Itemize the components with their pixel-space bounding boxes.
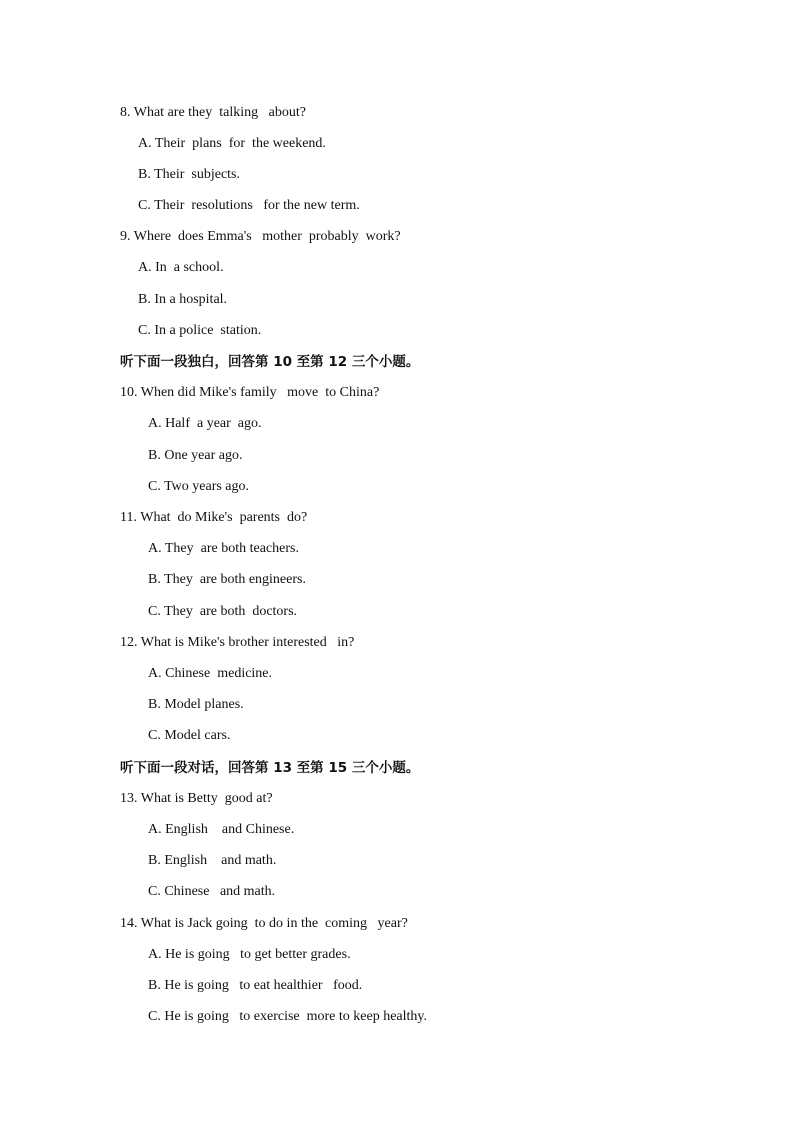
question-13-option-b: B. English and math. [148, 853, 277, 868]
question-9-option-a: A. In a school. [138, 260, 224, 275]
question-10-stem: 10. When did Mike's family move to China? [120, 385, 380, 400]
question-11-stem: 11. What do Mike's parents do? [120, 510, 308, 525]
question-12-option-c: C. Model cars. [148, 728, 231, 743]
section-instruction-10-12: 听下面一段独白，回答第 10 至第 12 三个小题。 [120, 354, 420, 370]
question-8-option-b: B. Their subjects. [138, 167, 241, 182]
section-instruction-13-15: 听下面一段对话，回答第 13 至第 15 三个小题。 [120, 760, 420, 776]
question-14-option-c: C. He is going to exercise more to keep healthy. [148, 1009, 428, 1024]
question-10-option-c: C. Two years ago. [148, 479, 250, 494]
question-9-stem: 9. Where does Emma's mother probably work? [120, 229, 401, 244]
question-10-option-b: B. One year ago. [148, 448, 243, 463]
question-14-option-b: B. He is going to eat healthier food. [148, 978, 363, 993]
question-9-option-b: B. In a hospital. [138, 292, 228, 307]
question-14-option-a: A. He is going to get better grades. [148, 947, 351, 962]
question-8-option-c: C. Their resolutions for the new term. [138, 198, 360, 213]
question-14-stem: 14. What is Jack going to do in the coming year? [120, 916, 408, 931]
question-9-option-c: C. In a police station. [138, 323, 262, 338]
question-13-option-c: C. Chinese and math. [148, 884, 276, 899]
question-8-stem: 8. What are they talking about? [120, 105, 306, 120]
question-12-option-b: B. Model planes. [148, 697, 244, 712]
question-11-option-b: B. They are both engineers. [148, 572, 306, 587]
question-12-stem: 12. What is Mike's brother interested in? [120, 635, 355, 650]
question-12-option-a: A. Chinese medicine. [148, 666, 273, 681]
question-13-option-a: A. English and Chinese. [148, 822, 295, 837]
question-11-option-c: C. They are both doctors. [148, 604, 298, 619]
question-8-option-a: A. Their plans for the weekend. [138, 136, 326, 151]
question-11-option-a: A. They are both teachers. [148, 541, 299, 556]
question-10-option-a: A. Half a year ago. [148, 416, 262, 431]
question-13-stem: 13. What is Betty good at? [120, 791, 273, 806]
